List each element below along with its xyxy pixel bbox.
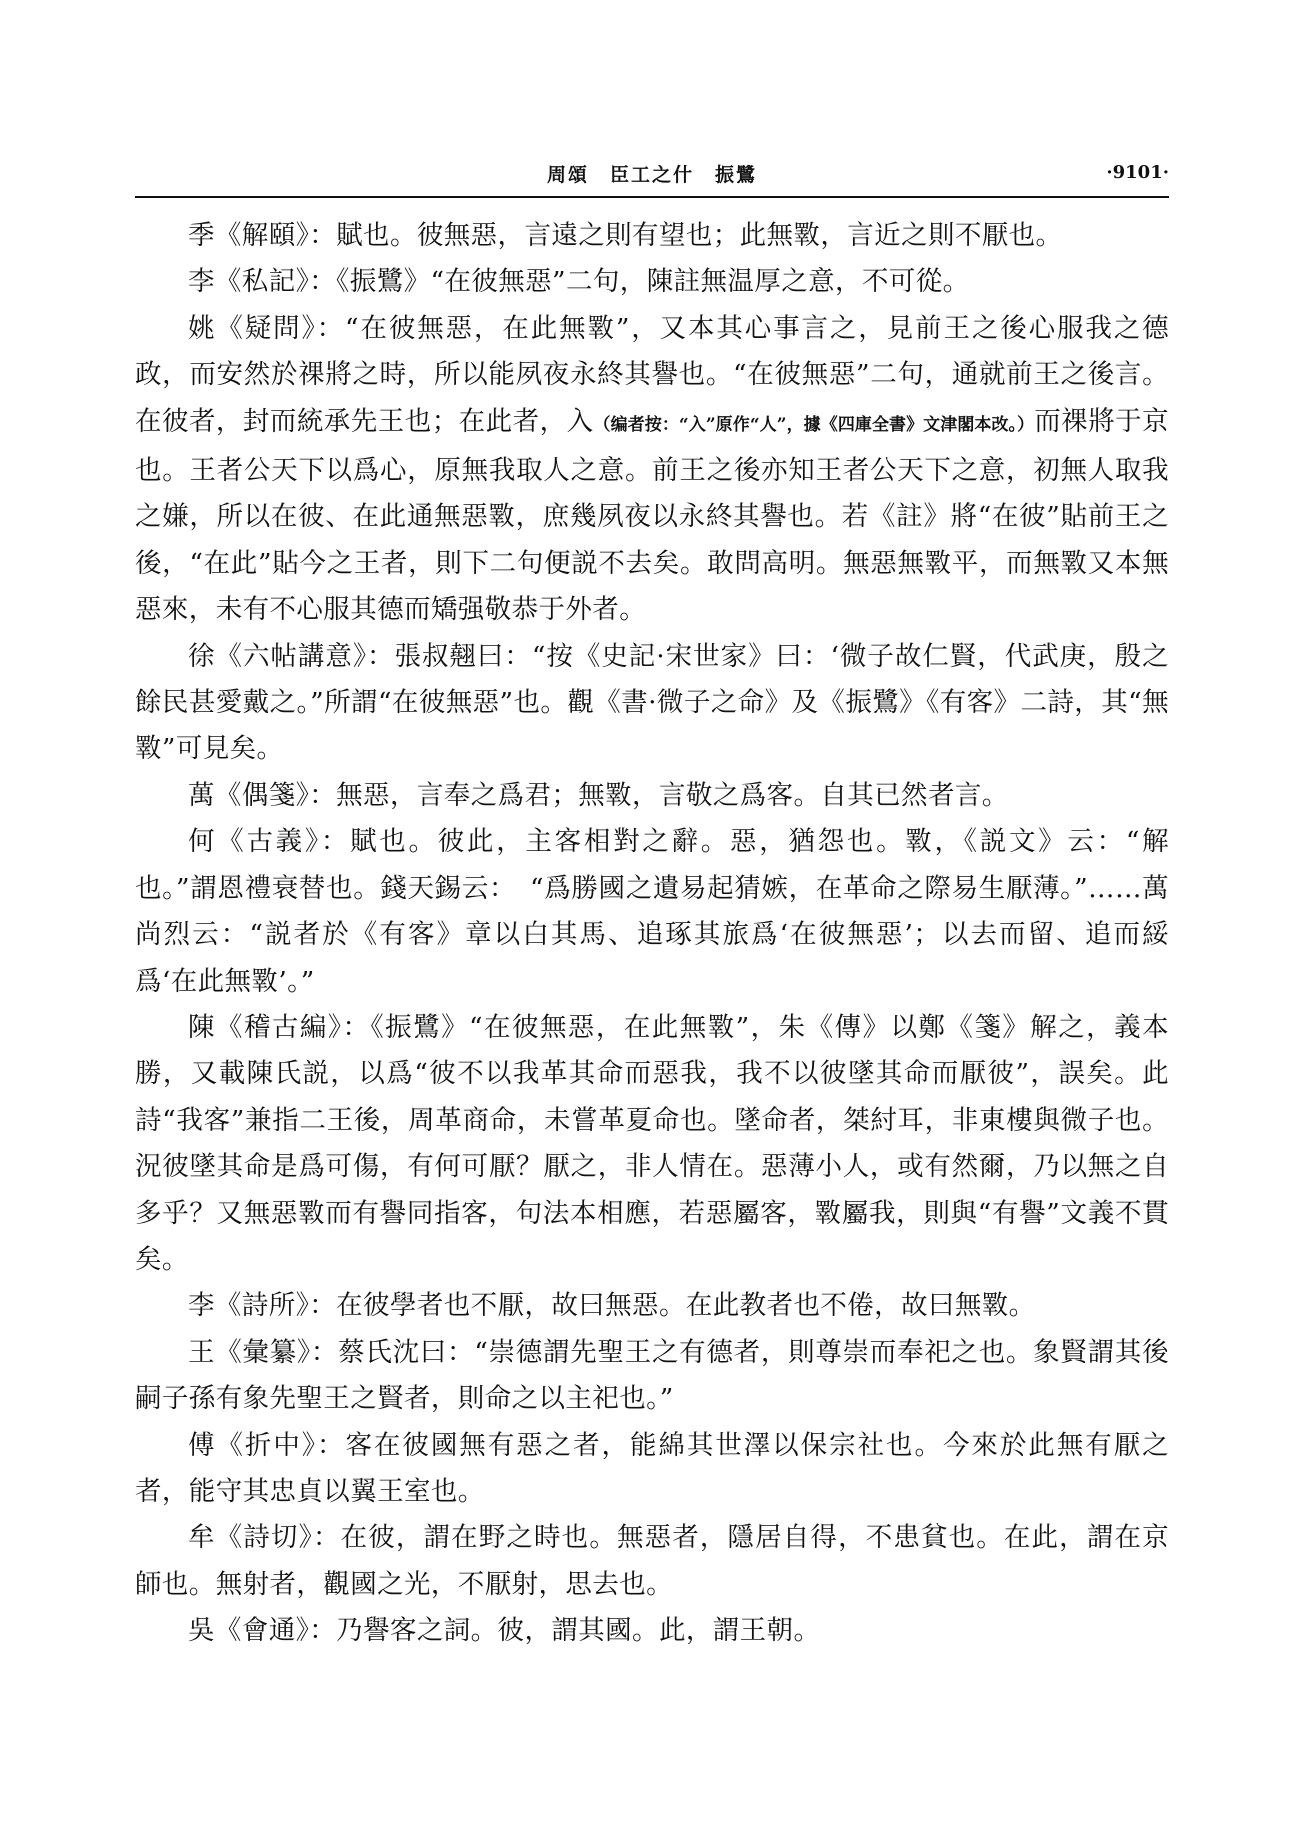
paragraph-li-shisuo: 李《詩所》：在彼學者也不厭，故曰無惡。在此教者也不倦，故曰無斁。 — [188, 1290, 1036, 1322]
paragraph-li-siji: 李《私記》：《振鷺》“在彼無惡”二句，陳註無温厚之意，不可從。 — [188, 266, 970, 298]
paragraph-yao-yiwen — [135, 306, 1169, 634]
page-header — [135, 158, 1169, 198]
paragraph-chen-jigubian: 陳《稽古編》：《振鷺》“在彼無惡，在此無斁”，朱《傳》以鄭《箋》解之，義本勝，又載陳氏説，以爲“彼不以我革其命而惡我，我不以彼墜其命而厭彼”，誤矣。此詩“我客”兼指二王後，周革商命，未嘗革夏命也。墜命者，桀紂耳，非東樓與微子也。況彼墜其命是爲可傷，有何可厭？厭之，非人情在。惡薄小人，或有然爾，乃以無之自多乎？又無惡斁而有譽同指客，句法本相應，若惡屬客，斁屬我，則與“有譽”文義不貫矣。 — [135, 1011, 1169, 1275]
paragraph-wan-oujian: 萬《偶箋》：無惡，言奉之爲君；無斁，言敬之爲客。自其已然者言。 — [188, 779, 1009, 811]
paragraph-ji-jieyi: 季《解頤》：賦也。彼無惡，言遠之則有望也；此無斁，言近之則不厭也。 — [188, 220, 1063, 251]
editor-note: （编者按：“入”原作“人”，據《四庫全書》文津閣本改。） — [593, 414, 1035, 435]
body-text — [135, 213, 1169, 1655]
paragraph-xu-liutie: 徐《六帖講意》：張叔翹曰：“按《史記·宋世家》曰：‘微子故仁賢，代武庚，殷之餘民甚愛戴之。”所謂“在彼無惡”也。觀《書·微子之命》及《振鷺》《有客》二詩，其“無斁”可見矣。 — [135, 640, 1169, 765]
paragraph-mou-shiqie: 牟《詩切》：在彼，謂在野之時也。無惡者，隱居自得，不患貧也。在此，謂在京師也。無射者，觀國之光，不厭射，思去也。 — [135, 1522, 1169, 1600]
running-title: 周頌 臣工之什 振鷺 — [546, 164, 757, 186]
paragraph-fu-zhezhong: 傅《折中》：客在彼國無有惡之者，能綿其世澤以保宗社也。今來於此無有厭之者，能守其忠貞以翼王室也。 — [135, 1429, 1169, 1507]
paragraph-wang-huizuan: 王《彙纂》：蔡氏沈曰：“崇德謂先聖王之有德者，則尊崇而奉祀之也。象賢謂其後嗣子孫有象先聖王之賢者，則命之以主祀也。” — [135, 1336, 1169, 1415]
paragraph-wu-huitong: 吳《會通》：乃譽客之詞。彼，謂其國。此，謂王朝。 — [188, 1615, 821, 1647]
paragraph-he-guyi: 何《古義》：賦也。彼此，主客相對之辭。惡，猶怨也。斁，《説文》云：“解也。”謂恩禮衰替也。錢天錫云： “爲勝國之遺易起猜嫉，在革命之際易生厭薄。”……萬尚烈云：“説者於《有客》章以白其馬、追琢其旅爲‘在彼無惡’；以去而留、追而綏爲‘在此無斁’。” — [135, 826, 1169, 997]
page-number: ·9101· — [1106, 162, 1169, 183]
paragraph-text: 姚《疑問》：“在彼無惡，在此無斁”，又本其心事言之，見前王之後心服我之德政，而安然於祼將之時，所以能夙夜永終其譽也。“在彼無惡”二句，通就前王之後言。在彼者，封而統承先王也；在此者，入 — [135, 312, 1169, 437]
paragraph-text-continued: 而祼將于京也。王者公天下以爲心，原無我取人之意。前王之後亦知王者公天下之意，初無人取我之嫌，所以在彼、在此通無惡斁，庶幾夙夜以永終其譽也。若《註》將“在彼”貼前王之後，“在此”貼今之王者，則下二句便説不去矣。敢問高明。無惡無斁平，而無斁又本無惡來，未有不心服其德而矯强敬恭于外者。 — [135, 405, 1169, 626]
